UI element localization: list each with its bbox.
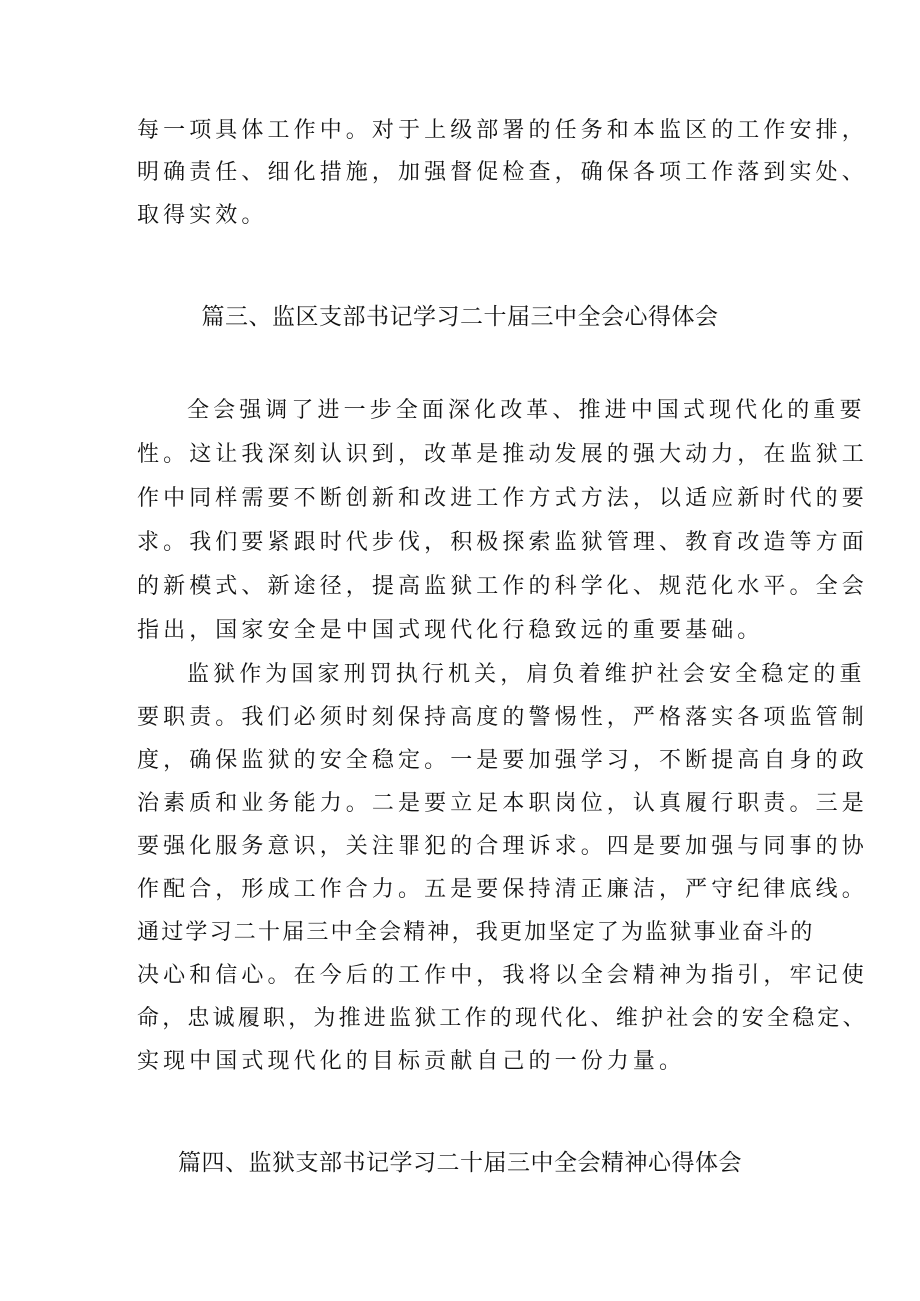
section-heading: 篇四、监狱支部书记学习二十届三中全会精神心得体会	[178, 1150, 742, 1176]
paragraph-line: 取得实效。	[137, 203, 268, 228]
paragraph-line: 作中同样需要不断创新和改进工作方式方法，以适应新时代的要	[137, 486, 868, 511]
paragraph-line: 要职责。我们必须时刻保持高度的警惕性，严格落实各项监管制	[137, 705, 868, 730]
paragraph-line: 明确责任、细化措施，加强督促检查，确保各项工作落到实处、	[137, 160, 868, 185]
paragraph-line: 实现中国式现代化的目标贡献自己的一份力量。	[137, 1049, 686, 1074]
paragraph-line: 治素质和业务能力。二是要立足本职岗位，认真履行职责。三是	[137, 791, 868, 816]
paragraph-line: 指出，国家安全是中国式现代化行稳致远的重要基础。	[137, 618, 764, 643]
paragraph-line: 要强化服务意识，关注罪犯的合理诉求。四是要加强与同事的协	[137, 834, 868, 859]
paragraph-line: 全会强调了进一步全面深化改革、推进中国式现代化的重要	[187, 398, 866, 423]
paragraph-line: 命，忠诚履职，为推进监狱工作的现代化、维护社会的安全稳定、	[137, 1006, 868, 1031]
paragraph-line: 每一项具体工作中。对于上级部署的任务和本监区的工作安排，	[137, 118, 868, 143]
paragraph-line: 的新模式、新途径，提高监狱工作的科学化、规范化水平。全会	[137, 574, 868, 599]
paragraph-line: 决心和信心。在今后的工作中，我将以全会精神为指引，牢记使	[137, 963, 868, 988]
paragraph-line: 监狱作为国家刑罚执行机关，肩负着维护社会安全稳定的重	[187, 662, 866, 687]
paragraph-line: 作配合，形成工作合力。五是要保持清正廉洁，严守纪律底线。	[137, 877, 868, 902]
paragraph-line: 求。我们要紧跟时代步伐，积极探索监狱管理、教育改造等方面	[137, 530, 868, 555]
paragraph-line: 通过学习二十届三中全会精神，我更加坚定了为监狱事业奋斗的	[137, 920, 815, 945]
section-heading: 篇三、监区支部书记学习二十届三中全会心得体会	[201, 304, 719, 330]
paragraph-line: 度，确保监狱的安全稳定。一是要加强学习，不断提高自身的政	[137, 748, 868, 773]
paragraph-line: 性。这让我深刻认识到，改革是推动发展的强大动力，在监狱工	[137, 442, 868, 467]
